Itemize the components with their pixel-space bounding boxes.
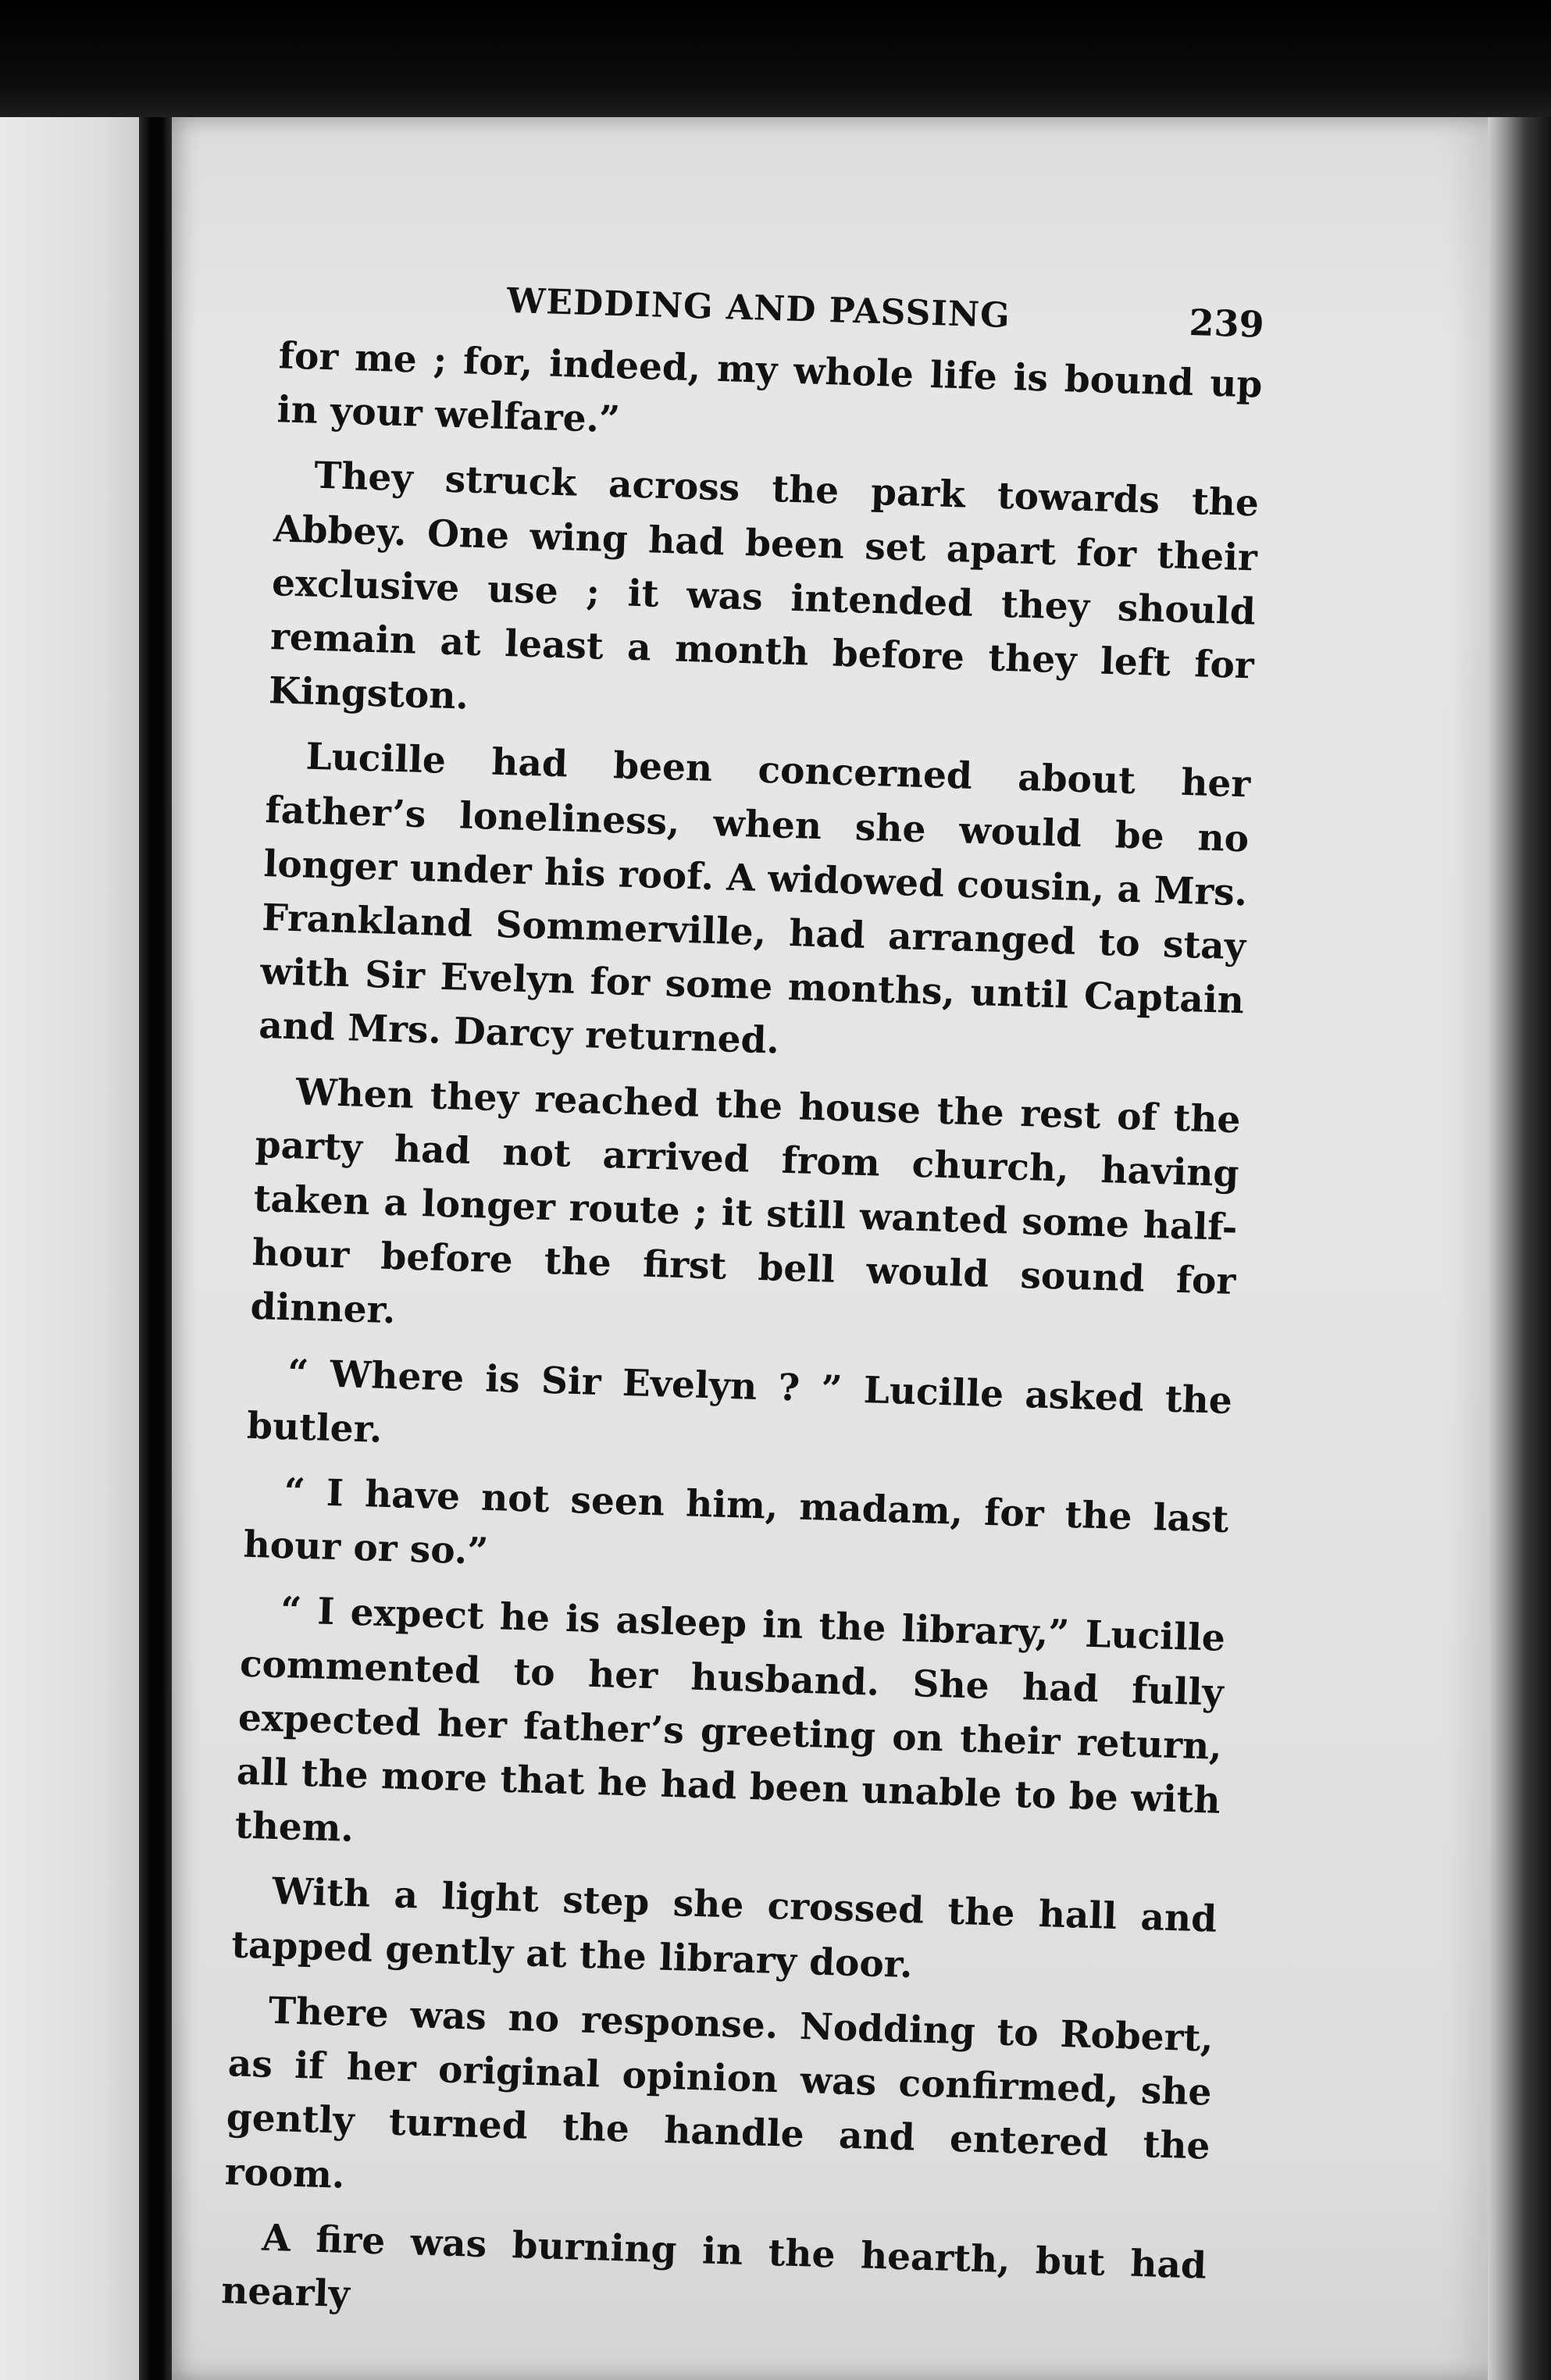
paragraph-butler-reply: “ I have not seen him, madam, for the last hour or so.”: [242, 1470, 1230, 1574]
page-edge-shadow: [1488, 117, 1551, 2380]
page-text-block: [220, 266, 1265, 2357]
dark-background-top: [0, 0, 1551, 125]
paragraph-park: They struck across the park towards the Abbey. One wing had been set apart for their exclusive use ; it was intended they should remain at least a month before they left for Kingston.: [268, 454, 1260, 718]
running-title: WEDDING AND PASSING: [506, 280, 1011, 337]
book-spine-gutter: [139, 117, 172, 2380]
paragraph-continuation: for me ; for, indeed, my whole life is bound up in your welfare.”: [276, 334, 1264, 442]
facing-page-edge: [0, 117, 147, 2380]
paragraph-where-is: “ Where is Sir Evelyn ? ” Lucille asked the butler.: [246, 1351, 1233, 1452]
paragraph-fire: A fire was burning in the hearth, but had nearly: [220, 2216, 1207, 2316]
page-number: 239: [1188, 301, 1265, 346]
paragraph-light-step: With a light step she crossed the hall and tapped gently at the library door.: [230, 1870, 1218, 1986]
paragraph-loneliness: Lucille had been concerned about her father’s loneliness, when she would be no longer under his roof. A widowed cousin, a Mrs. Frankland Sommerville, had arranged to stay with Sir Evelyn for some months, until Captain and Mrs. Darcy returned.: [258, 735, 1251, 1064]
paragraph-library: “ I expect he is asleep in the library,” Lucille commented to her husband. She had fully expected her father’s greeting on their return, all the more that he had been unable to be with them.: [234, 1589, 1226, 1851]
paragraph-no-response: There was no response. Nodding to Robert, as if her original opinion was confirmed, she gently turned the handle and entered the room.: [224, 1989, 1214, 2197]
paragraph-house: When they reached the house the rest of the party had not arrived from church, having taken a longer route ; it still wanted some half-hour before the first bell would sound for dinner.: [249, 1070, 1242, 1333]
